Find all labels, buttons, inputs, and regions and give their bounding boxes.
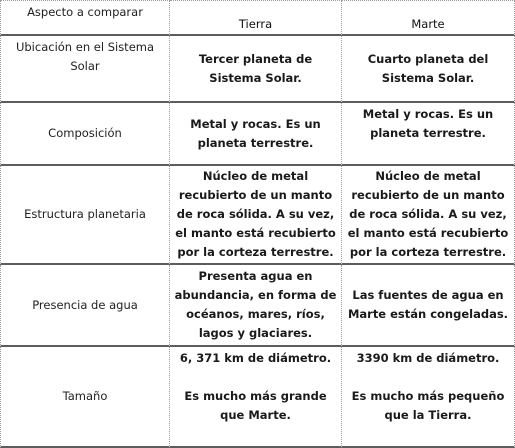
aspect-location: Ubicación en el Sistema Solar	[0, 36, 170, 103]
mars-water: Las fuentes de agua en Marte están congeladas.	[342, 265, 515, 347]
header-mars: Marte	[342, 0, 515, 36]
mars-structure: Núcleo de metal recubierto de un manto de roca sólida. A su vez, el manto está recubierto por la corteza terrestre.	[342, 166, 515, 265]
earth-size-note: Es mucho más grande que Marte.	[184, 389, 327, 422]
header-aspect: Aspecto a comparar	[0, 0, 170, 36]
aspect-composition: Composición	[0, 103, 170, 166]
earth-location: Tercer planeta de Sistema Solar.	[170, 36, 342, 103]
mars-location: Cuarto planeta del Sistema Solar.	[342, 36, 515, 103]
aspect-structure: Estructura planetaria	[0, 166, 170, 265]
mars-size-cell	[342, 347, 515, 448]
mars-size: 3390 km de diámetro.	[356, 351, 500, 365]
earth-composition: Metal y rocas. Es un planeta terrestre.	[170, 103, 342, 166]
table-row-structure	[0, 166, 515, 265]
table-row-composition	[0, 103, 515, 166]
mars-size-note: Es mucho más pequeño que la Tierra.	[351, 389, 505, 422]
aspect-size: Tamaño	[0, 347, 170, 448]
table-row-size	[0, 347, 515, 448]
mars-composition: Metal y rocas. Es un planeta terrestre.	[342, 103, 515, 166]
earth-water: Presenta agua en abundancia, en forma de océanos, mares, ríos, lagos y glaciares.	[170, 265, 342, 347]
earth-structure: Núcleo de metal recubierto de un manto de roca sólida. A su vez, el manto está recubierto por la corteza terrestre.	[170, 166, 342, 265]
earth-size-cell	[170, 347, 342, 448]
table-header-row	[0, 0, 515, 36]
table-row-water	[0, 265, 515, 347]
header-earth: Tierra	[170, 0, 342, 36]
aspect-water: Presencia de agua	[0, 265, 170, 347]
earth-size: 6, 371 km de diámetro.	[179, 351, 332, 365]
table-row-location	[0, 36, 515, 103]
